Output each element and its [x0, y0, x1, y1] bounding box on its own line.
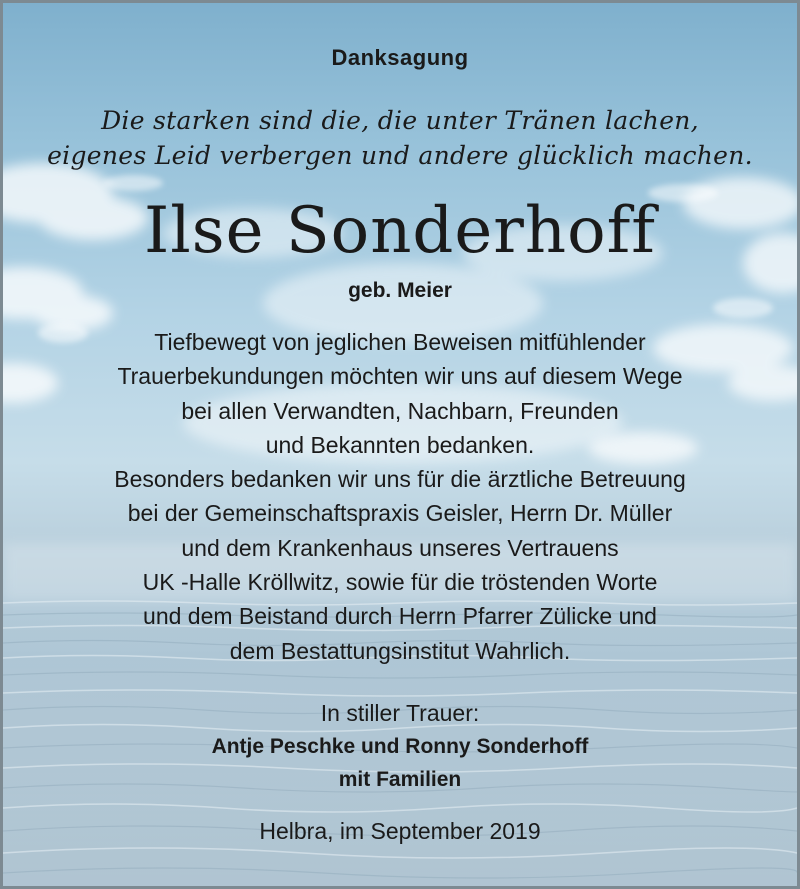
place-date: Helbra, im September 2019: [259, 818, 541, 844]
quote: [3, 103, 797, 173]
quote-line: eigenes Leid verbergen und andere glücklich machen.: [47, 141, 753, 170]
deceased-name: Ilse Sonderhoff: [144, 194, 656, 268]
signers: [3, 730, 797, 796]
text-line: und dem Beistand durch Herrn Pfarrer Zülicke und: [143, 603, 657, 630]
text-line: bei der Gemeinschaftspraxis Geisler, Herrn Dr. Müller: [127, 500, 673, 527]
quote-line: Die starken sind die, die unter Tränen lachen,: [101, 106, 699, 135]
signer-line: mit Familien: [338, 768, 462, 791]
text-line: Besonders bedanken wir uns für die ärztliche Betreuung: [114, 466, 686, 493]
signer-line: Antje Peschke und Ronny Sonderhoff: [211, 735, 589, 758]
text-line: dem Bestattungsinstitut Wahrlich.: [229, 637, 571, 664]
text-line: Trauerbekundungen möchten wir uns auf diesem Wege: [117, 363, 683, 390]
notice-content: [3, 3, 797, 886]
mourning-label: In stiller Trauer:: [320, 700, 480, 726]
notice-heading: Danksagung: [331, 45, 469, 70]
thank-you-text: [3, 325, 797, 668]
text-line: Tiefbewegt von jeglichen Beweisen mitfühlender: [154, 329, 646, 355]
text-line: und dem Krankenhaus unseres Vertrauens: [181, 534, 619, 561]
text-line: bei allen Verwandten, Nachbarn, Freunden: [181, 397, 619, 424]
birth-name: geb. Meier: [348, 279, 452, 302]
text-line: und Bekannten bedanken.: [265, 431, 535, 458]
text-line: UK -Halle Kröllwitz, sowie für die tröstenden Worte: [142, 569, 658, 596]
